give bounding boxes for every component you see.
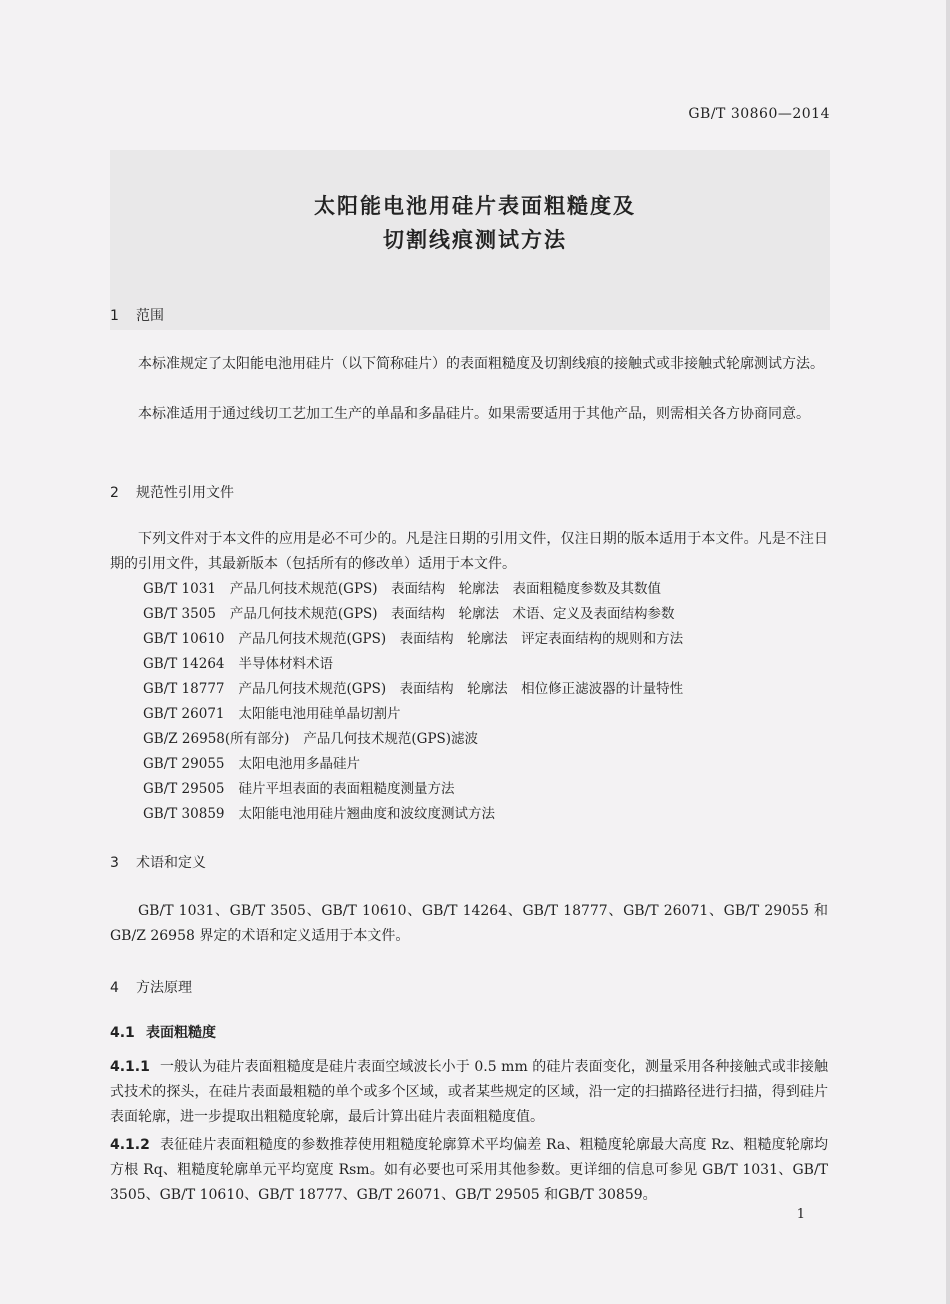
reference-item: GB/T 18777 产品几何技术规范(GPS) 表面结构 轮廓法 相位修正滤波器的计量特性	[143, 681, 684, 697]
reference-item: GB/Z 26958(所有部分) 产品几何技术规范(GPS)滤波	[143, 731, 479, 747]
section-1-heading: 1 范围	[110, 308, 164, 324]
reference-item: GB/T 29055 太阳电池用多晶硅片	[143, 756, 360, 772]
subsection-4-1-heading: 4.1 表面粗糙度	[110, 1025, 216, 1041]
reference-item: GB/T 29505 硅片平坦表面的表面粗糙度测量方法	[143, 781, 455, 797]
section-1-paragraph-2: 本标准适用于通过线切工艺加工生产的单晶和多晶硅片。如果需要适用于其他产品，则需相关各方协商同意。	[138, 406, 810, 422]
section-1-paragraph-1: 本标准规定了太阳能电池用硅片（以下简称硅片）的表面粗糙度及切割线痕的接触式或非接触式轮廓测试方法。	[138, 356, 824, 372]
clause-4-1-2: 4.1.2 表征硅片表面粗糙度的参数推荐使用粗糙度轮廓算术平均偏差 Ra、粗糙度轮廓最大高度 Rz、粗糙度轮廓均方根 Rq、粗糙度轮廓单元平均宽度 Rsm。如有必要也可采用其他参数。更详细的信息可参见 GB/T 1031、GB/T 3505、GB/T 10610、GB/T 18777、GB/T 26071、GB/T 29505 和GB/T 30859。	[110, 1137, 828, 1203]
page-number: 1	[796, 1207, 805, 1222]
reference-item: GB/T 1031 产品几何技术规范(GPS) 表面结构 轮廓法 表面粗糙度参数及其数值	[143, 581, 662, 597]
section-3-heading: 3 术语和定义	[110, 855, 206, 871]
reference-item: GB/T 3505 产品几何技术规范(GPS) 表面结构 轮廓法 术语、定义及表面结构参数	[143, 606, 675, 622]
section-3-paragraph: GB/T 1031、GB/T 3505、GB/T 10610、GB/T 14264、GB/T 18777、GB/T 26071、GB/T 29055 和 GB/Z 26958 界定的术语和定义适用于本文件。	[110, 903, 828, 944]
reference-item: GB/T 10610 产品几何技术规范(GPS) 表面结构 轮廓法 评定表面结构的规则和方法	[143, 631, 684, 647]
section-2-intro: 下列文件对于本文件的应用是必不可少的。凡是注日期的引用文件，仅注日期的版本适用于本文件。凡是不注日期的引用文件，其最新版本（包括所有的修改单）适用于本文件。	[110, 531, 828, 572]
section-4-heading: 4 方法原理	[110, 980, 192, 996]
section-2-heading: 2 规范性引用文件	[110, 485, 234, 501]
standard-code: GB/T 30860—2014	[688, 106, 830, 122]
title-line-1: 太阳能电池用硅片表面粗糙度及	[314, 194, 636, 218]
reference-item: GB/T 14264 半导体材料术语	[143, 656, 333, 672]
reference-item: GB/T 30859 太阳能电池用硅片翘曲度和波纹度测试方法	[143, 806, 495, 822]
normative-references-list	[143, 577, 683, 827]
clause-4-1-1: 4.1.1 一般认为硅片表面粗糙度是硅片表面空域波长小于 0.5 mm 的硅片表面变化，测量采用各种接触式或非接触式技术的探头，在硅片表面最粗糙的单个或多个区域，或者某些规定的区域，沿一定的扫描路径进行扫描，得到硅片表面轮廓，进一步提取出粗糙度轮廓，最后计算出硅片表面粗糙度值。	[110, 1059, 828, 1125]
title-line-2: 切割线痕测试方法	[383, 228, 567, 252]
reference-item: GB/T 26071 太阳能电池用硅单晶切割片	[143, 706, 401, 722]
